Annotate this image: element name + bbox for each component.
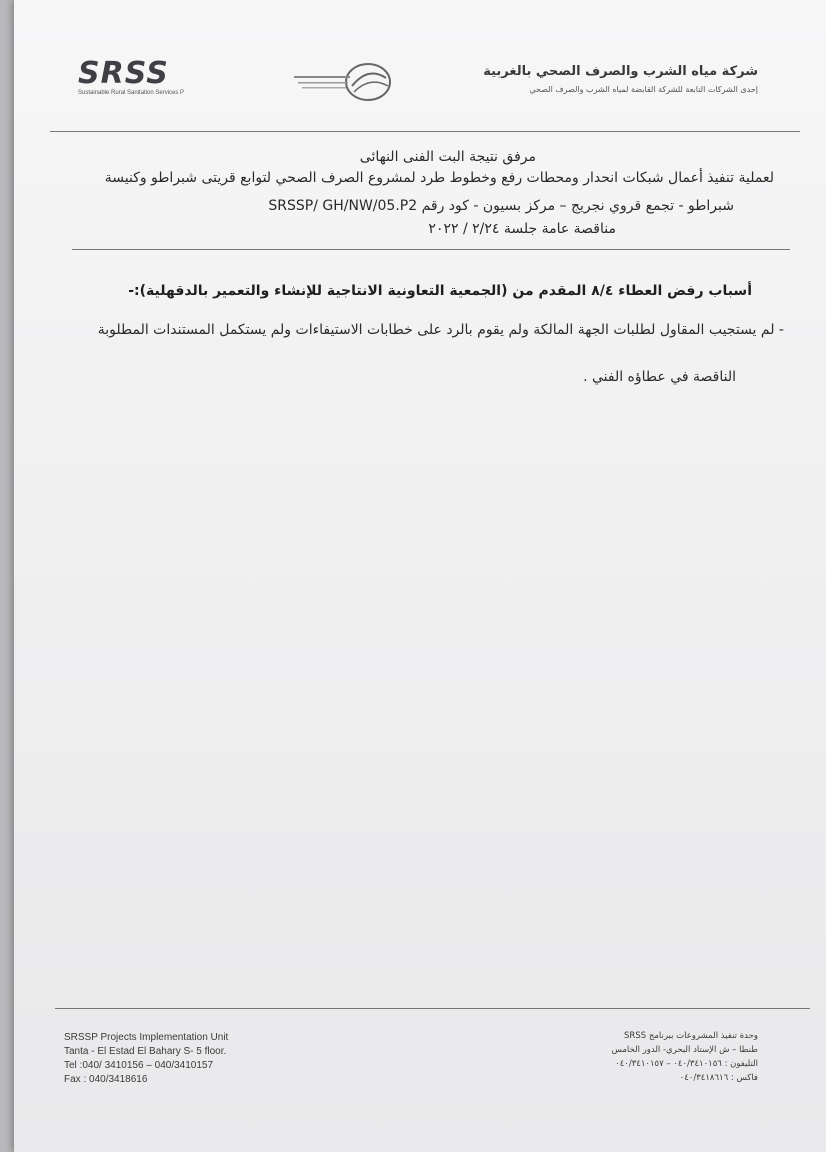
footer-address-ar: طنطا – ش الإستاد البحري- الدور الخامس bbox=[611, 1045, 758, 1055]
footer-divider bbox=[55, 1008, 810, 1009]
holding-company-logo-icon bbox=[290, 60, 396, 104]
footer-fax-ar: فاكس : ٠٤٠/٣٤١٨٦١٦ bbox=[679, 1073, 758, 1083]
rejection-reason-line1: - لم يستجيب المقاول لطلبات الجهة المالكة ولم يقوم بالرد على خطابات الاستيفاءات ولم يستكمل المستندات المطلوبة bbox=[97, 322, 784, 338]
document-title: مرفق نتيجة البت الفنى النهائى bbox=[359, 149, 536, 165]
srss-logo-subtitle: Sustainable Rural Sanitation Services P bbox=[78, 90, 185, 96]
footer-unit-name: SRSSP Projects Implementation Unit bbox=[64, 1032, 229, 1043]
project-description-line1: لعملية تنفيذ أعمال شبكات انحدار ومحطات رفع وخطوط طرد لمشروع الصرف الصحي لتوابع قريتى شبراطو وكنيسة bbox=[104, 170, 774, 186]
srss-logo: SRSS bbox=[78, 56, 169, 91]
company-name: شركة مياه الشرب والصرف الصحي بالغربية bbox=[483, 64, 758, 79]
rejection-reasons-heading: أسباب رفض العطاء ٨/٤ المقدم من (الجمعية التعاونية الانتاجية للإنشاء والتعمير بالدقهلية):- bbox=[128, 283, 752, 299]
company-subtitle: إحدى الشركات التابعة للشركة القابضة لمياه الشرب والصرف الصحي bbox=[529, 85, 758, 94]
footer-fax: Fax : 040/3418616 bbox=[64, 1074, 148, 1085]
footer-phone-ar: التليفون : ٠٤٠/٣٤١٠١٥٦ – ٠٤٠/٣٤١٠١٥٧ bbox=[615, 1059, 758, 1069]
tender-session: مناقصة عامة جلسة ٢/٢٤ / ٢٠٢٢ bbox=[428, 221, 616, 237]
footer-unit-name-ar: وحدة تنفيذ المشروعات ببرنامج SRSS bbox=[624, 1031, 758, 1041]
project-description-line2: شبراطو - تجمع قروي نجريج – مركز بسيون - كود رقم SRSSP/ GH/NW/05.P2 bbox=[268, 198, 734, 214]
title-divider bbox=[72, 249, 790, 250]
header-divider bbox=[50, 131, 800, 132]
footer-phone: Tel :040/ 3410156 – 040/3410157 bbox=[64, 1060, 214, 1071]
footer-address: Tanta - El Estad El Bahary S- 5 floor. bbox=[64, 1046, 227, 1057]
rejection-reason-line2: الناقصة في عطاؤه الفني . bbox=[583, 369, 736, 385]
